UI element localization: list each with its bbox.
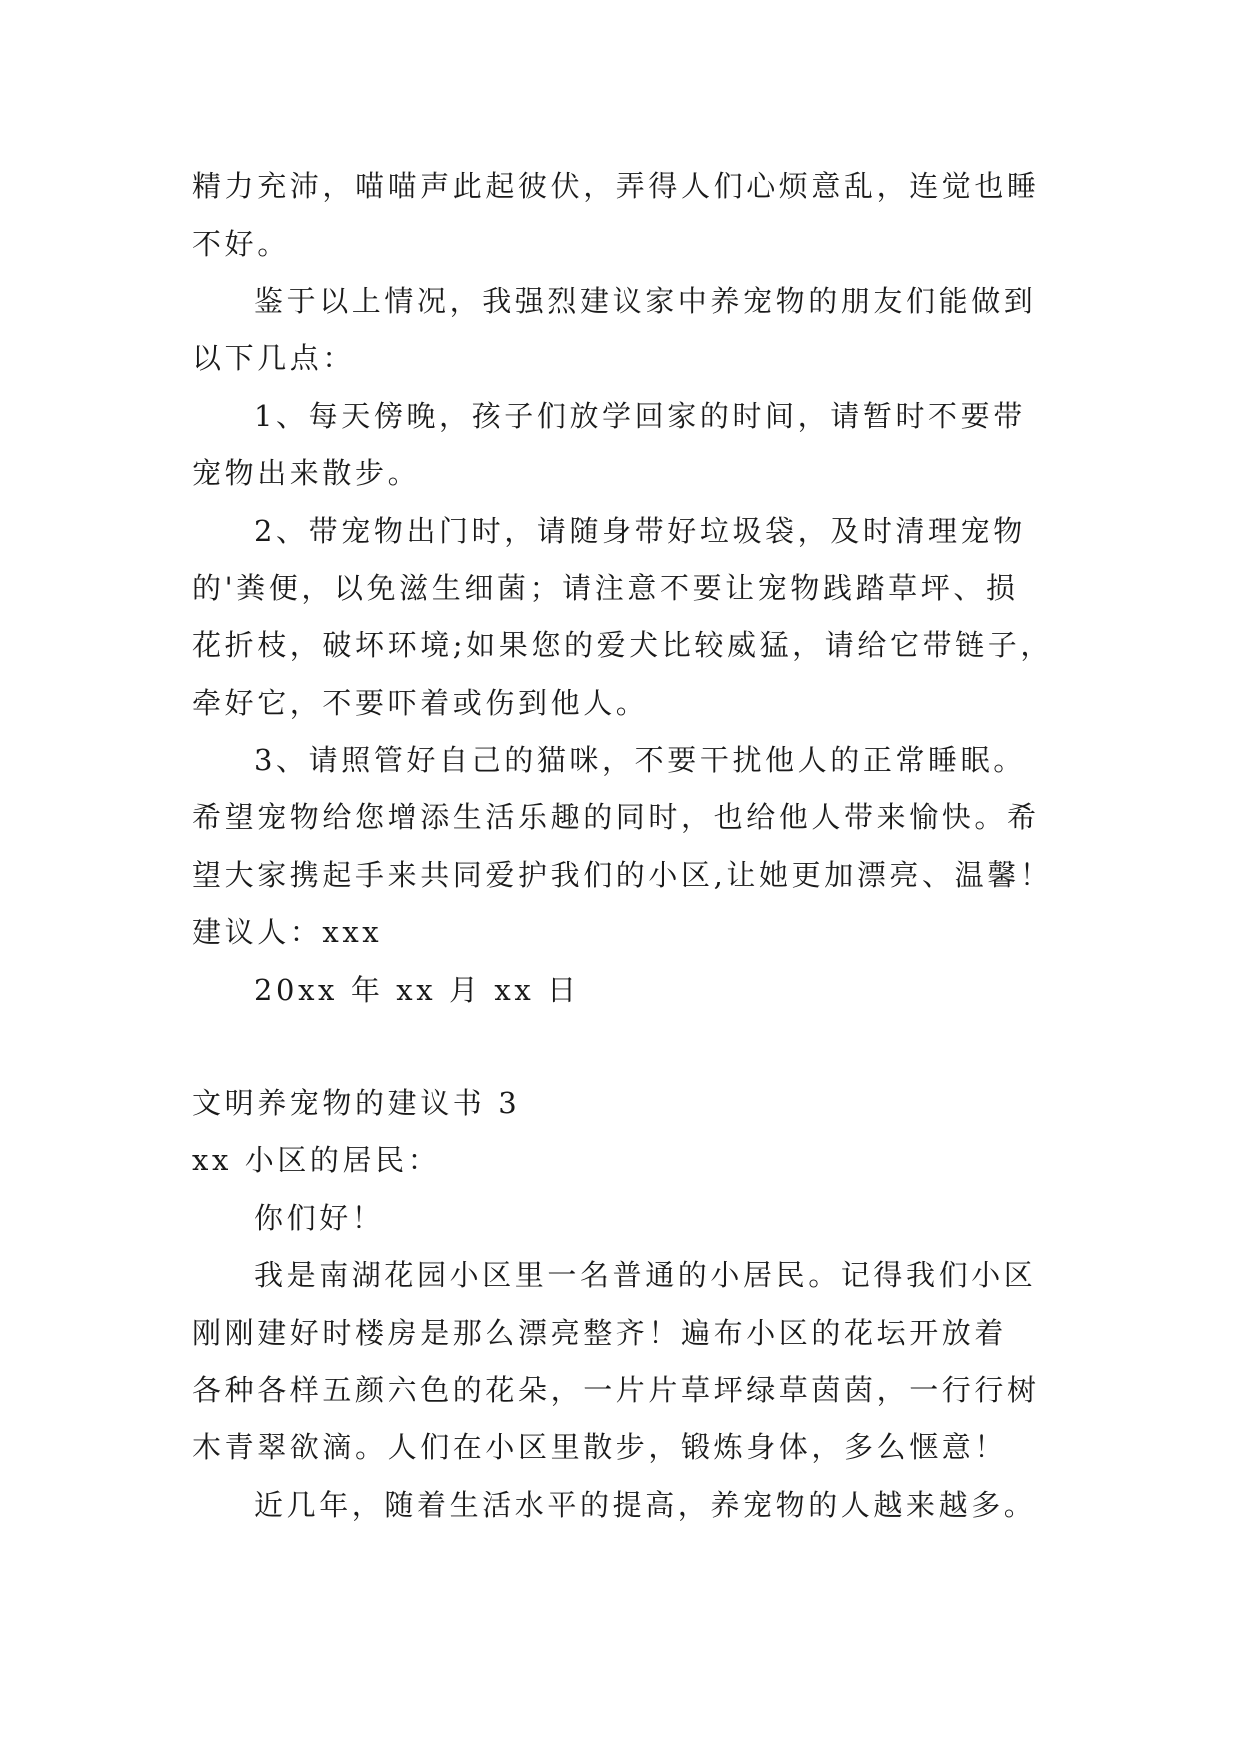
text-line: 3、请照管好自己的猫咪，不要干扰他人的正常睡眠。 (254, 743, 1026, 777)
text-line: 花折枝，破坏环境;如果您的爱犬比较威猛，请给它带链子， (192, 628, 1053, 662)
text-line: 精力充沛，喵喵声此起彼伏，弄得人们心烦意乱，连觉也睡 (192, 169, 1040, 203)
greeting: 你们好！ (254, 1201, 385, 1235)
text-line: 2、带宠物出门时，请随身带好垃圾袋，及时清理宠物 (254, 514, 1026, 548)
text-line: 希望宠物给您增添生活乐趣的同时，也给他人带来愉快。希 (192, 800, 1040, 834)
salutation: xx 小区的居民： (192, 1143, 441, 1177)
section-title: 文明养宠物的建议书 3 (192, 1086, 521, 1120)
text-line: 不好。 (192, 227, 290, 261)
text-line: 鉴于以上情况，我强烈建议家中养宠物的朋友们能做到 (254, 284, 1037, 318)
text-line: 以下几点： (192, 341, 356, 375)
text-line: 木青翠欲滴。人们在小区里散步，锻炼身体，多么惬意！ (192, 1430, 1008, 1464)
text-line: 牵好它，不要吓着或伤到他人。 (192, 686, 649, 720)
text-line: 望大家携起手来共同爱护我们的小区,让她更加漂亮、温馨！ (192, 858, 1053, 892)
text-line: 1、每天傍晚，孩子们放学回家的时间，请暂时不要带 (254, 399, 1026, 433)
text-line: 刚刚建好时楼房是那么漂亮整齐！遍布小区的花坛开放着 (192, 1316, 1008, 1350)
signature-line: 建议人：xxx (192, 915, 383, 949)
date-line: 20xx 年 xx 月 xx 日 (254, 973, 580, 1007)
text-line: 我是南湖花园小区里一名普通的小居民。记得我们小区 (254, 1258, 1037, 1292)
text-line: 各种各样五颜六色的花朵，一片片草坪绿草茵茵，一行行树 (192, 1373, 1040, 1407)
text-line: 近几年，随着生活水平的提高，养宠物的人越来越多。 (254, 1488, 1037, 1522)
text-line: 宠物出来散步。 (192, 456, 421, 490)
text-line: 的'粪便，以免滋生细菌；请注意不要让宠物践踏草坪、损 (192, 571, 1019, 605)
